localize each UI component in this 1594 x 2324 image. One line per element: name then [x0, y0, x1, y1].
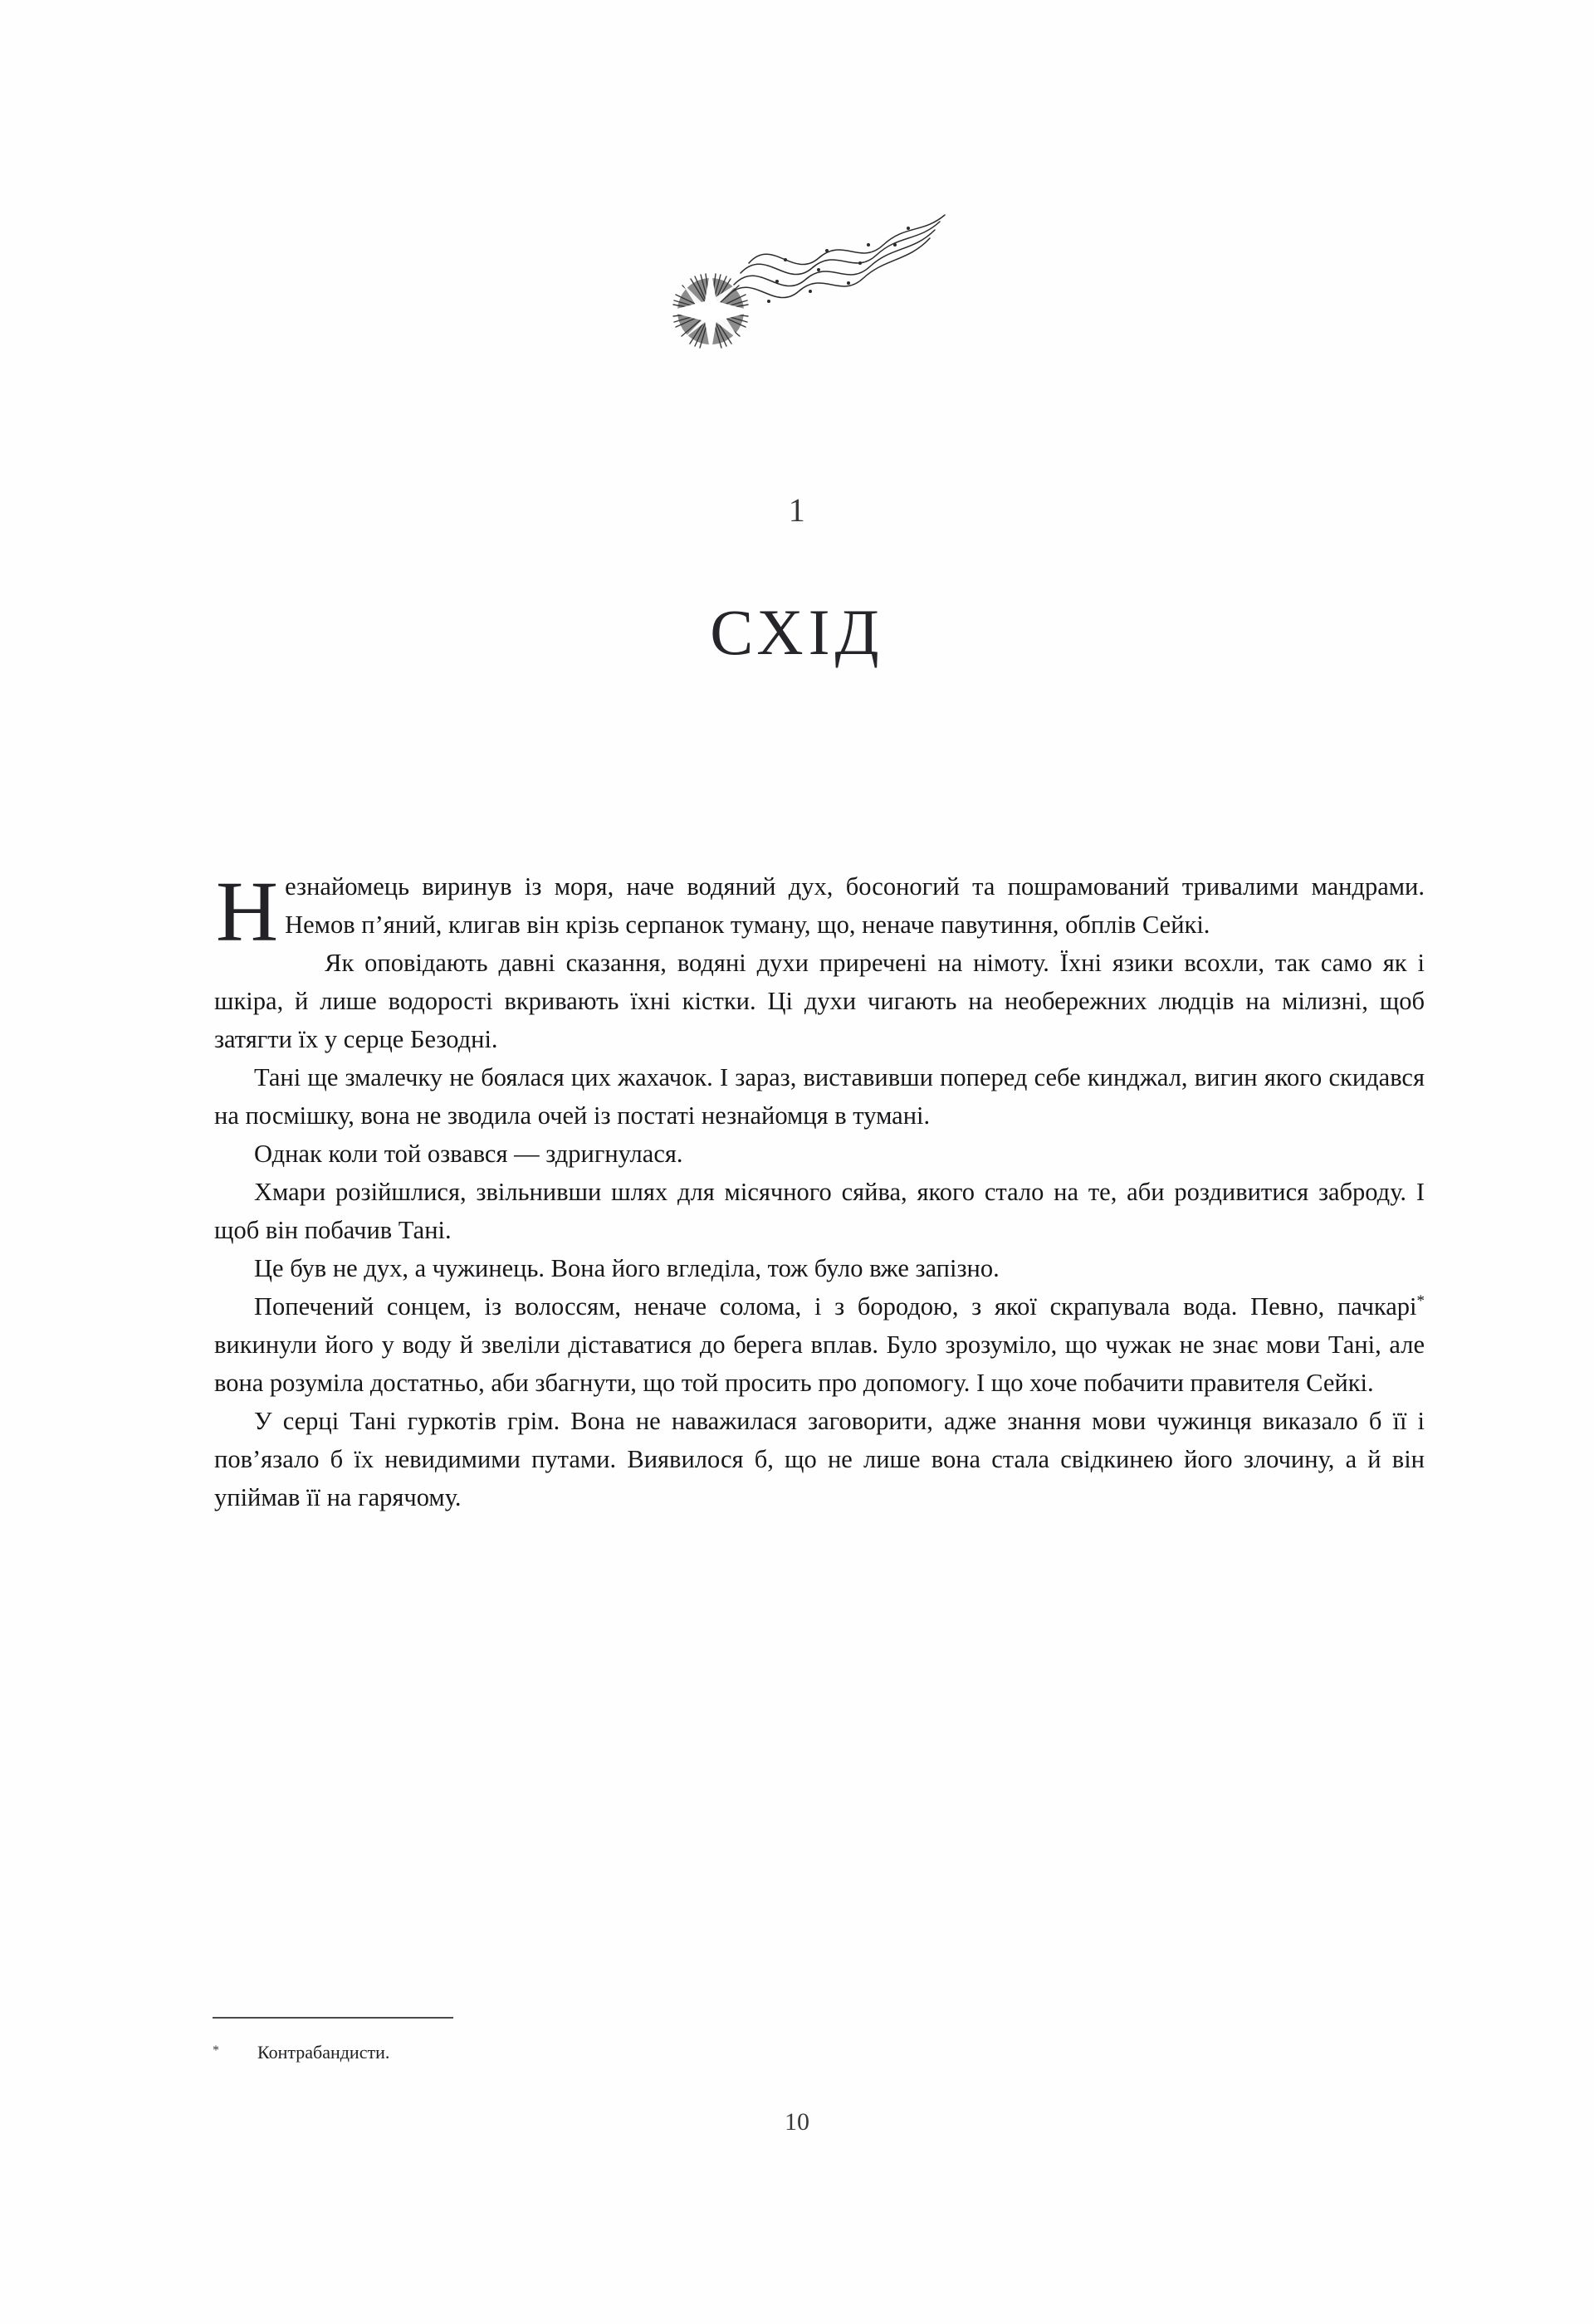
page-number: 10	[785, 2108, 809, 2136]
paragraph-1	[214, 864, 1425, 959]
paragraph-5	[214, 1173, 1425, 1249]
footnote-text: Контрабандисти.	[257, 2042, 390, 2063]
paragraph-2	[214, 944, 1425, 1058]
paragraph-4-text: Однак коли той озвався — здригнулася.	[254, 1140, 683, 1168]
paragraph-8-text: У серці Тані гуркотів грім. Вона не наважилася заговорити, адже знання мови чужинця виказало б її і пов’язало б їх невидимими путами. Виявилося б, що не лише вона стала свідкинею його злочину, а й він упіймав її на гарячому.	[214, 1407, 1425, 1511]
paragraph-7-text-after-marker: викинули його у воду й звеліли діставатися до берега вплав. Було зрозуміло, що чужак не знає мови Тані, але вона розуміла достатньо, аби збагнути, що той просить про допомогу. І що хоче побачити правителя Сейкі.	[214, 1330, 1425, 1397]
footnote-separator-rule	[213, 2017, 453, 2019]
footnote	[213, 2017, 1425, 2065]
footnote-marker: *	[213, 2043, 219, 2058]
chapter-title: СХІД	[710, 596, 884, 669]
chapter-number: 1	[788, 491, 806, 529]
paragraph-6	[214, 1249, 1425, 1287]
body-text	[214, 864, 1425, 1516]
paragraph-2-text: Як оповідають давні сказання, водяні духи приречені на німоту. Їхні язики всохли, так само як і шкіра, й лише водорості вкривають їхні кістки. Ці духи чигають на необережних людців на мілизні, щоб затягти їх у серце Безодні.	[214, 949, 1425, 1053]
footnote-body	[213, 2040, 1425, 2065]
drop-cap: Н	[216, 864, 279, 959]
paragraph-4	[214, 1135, 1425, 1173]
paragraph-5-text: Хмари розійшлися, звільнивши шлях для місячного сяйва, якого стало на те, аби роздивитися заброду. І щоб він побачив Тані.	[214, 1178, 1425, 1244]
paragraph-3	[214, 1058, 1425, 1135]
footnote-reference-marker[interactable]: *	[1416, 1291, 1425, 1310]
paragraph-8	[214, 1402, 1425, 1516]
comet-star-ornament	[631, 187, 1063, 486]
paragraph-6-text: Це був не дух, а чужинець. Вона його вгледіла, тож було вже запізно.	[254, 1254, 1000, 1282]
paragraph-1-text: езнайомець виринув із моря, наче водяний дух, босоногий та пошрамований тривалими мандрами. Немов п’яний, клигав він крізь серпанок туману, що, неначе павутиння, обплів Сейкі.	[285, 872, 1425, 939]
paragraph-7-text-before-marker: Попечений сонцем, із волоссям, неначе солома, і з бородою, з якої скрапувала вода. Певно, пачкарі	[254, 1292, 1417, 1321]
paragraph-3-text: Тані ще змалечку не боялася цих жахачок. І зараз, виставивши поперед себе кинджал, вигин якого скидався на посмішку, вона не зводила очей із постаті незнайомця в тумані.	[214, 1063, 1425, 1130]
paragraph-7-footnoted	[214, 1287, 1425, 1402]
